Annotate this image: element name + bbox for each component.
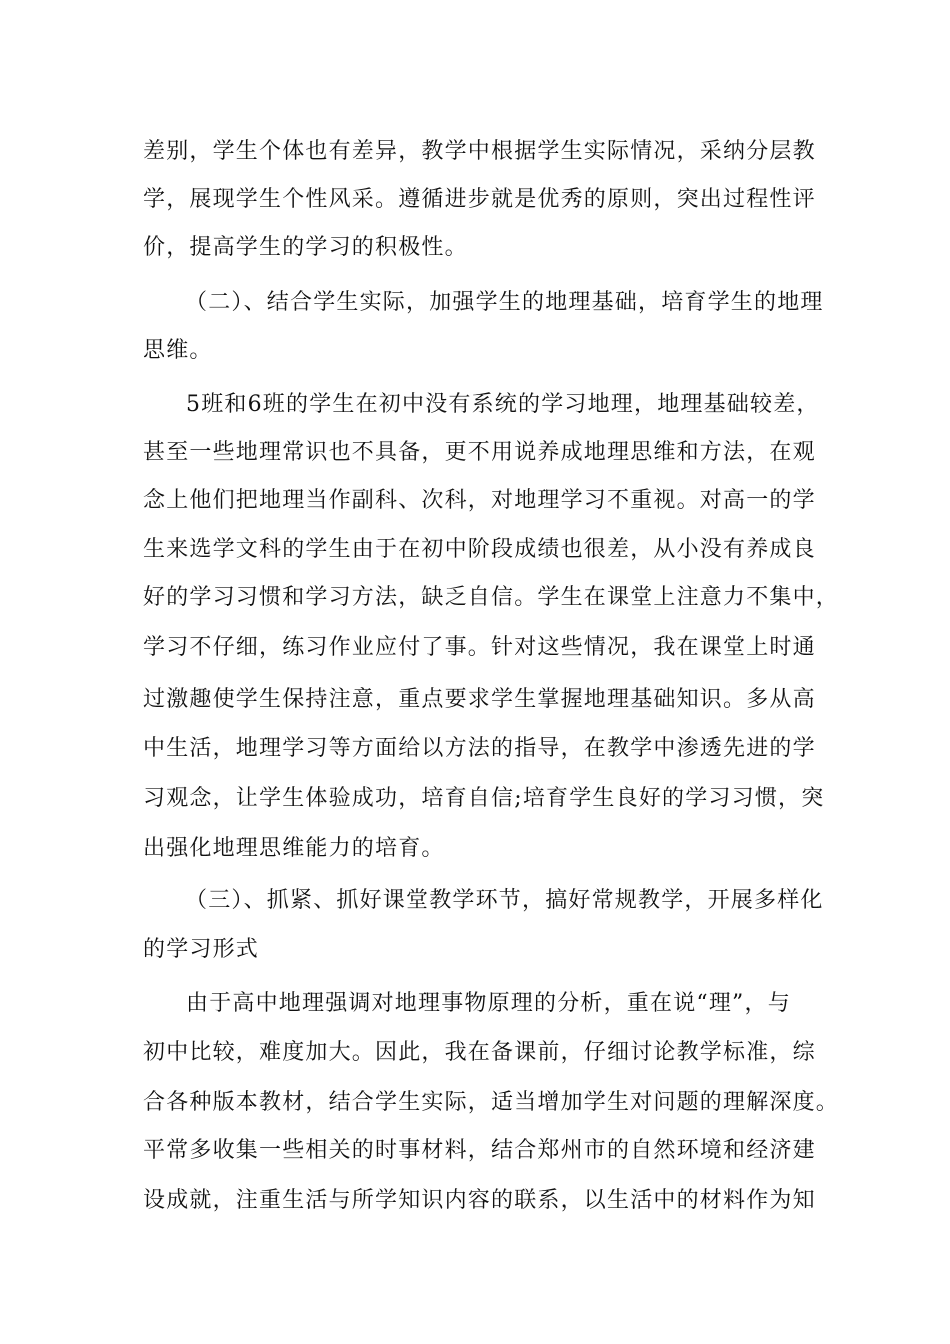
text-line: 学，展现学生个性风采。遵循进步就是优秀的原则，突出过程性评 (143, 187, 816, 212)
text-line: 学习不仔细，练习作业应付了事。针对这些情况，我在课堂上时通 (143, 635, 816, 660)
text-line: 出强化地理思维能力的培育。 (143, 836, 445, 861)
text-line: 好的学习习惯和学习方法，缺乏自信。学生在课堂上注意力不集中， (143, 585, 840, 610)
text-line: 初中比较，难度加大。因此，我在备课前，仔细讨论教学标准，综 (143, 1040, 816, 1065)
section-heading-3: （三）、抓紧、抓好课堂教学环节，搞好常规教学，开展多样化 (185, 888, 824, 913)
text-line: 平常多收集一些相关的时事材料，结合郑州市的自然环境和经济建 (143, 1138, 816, 1163)
text-line: 合各种版本教材，结合学生实际，适当增加学生对问题的理解深度。 (143, 1090, 840, 1115)
text-line: 思维。 (143, 338, 213, 363)
text-line: 设成就，注重生活与所学知识内容的联系，以生活中的材料作为知 (143, 1188, 816, 1213)
text-line: 念上他们把地理当作副科、次科，对地理学习不重视。对高一的学 (143, 488, 816, 513)
text-line: 生来选学文科的学生由于在初中阶段成绩也很差，从小没有养成良 (143, 537, 816, 562)
text-line: 的学习形式 (143, 937, 260, 962)
text-line: 价，提高学生的学习的积极性。 (143, 235, 468, 260)
text-line: 过激趣使学生保持注意，重点要求学生掌握地理基础知识。多从高 (143, 687, 816, 712)
text-line: 差别，学生个体也有差异，教学中根据学生实际情况，采纳分层教 (143, 139, 816, 164)
paragraph-start: 5班和6班的学生在初中没有系统的学习地理，地理基础较差， (186, 392, 820, 417)
section-heading-2: （二）、结合学生实际，加强学生的地理基础，培育学生的地理 (185, 290, 824, 315)
text-line: 习观念，让学生体验成功，培育自信;培育学生良好的学习习惯，突 (143, 786, 825, 811)
text-line: 中生活，地理学习等方面给以方法的指导，在教学中渗透先进的学 (143, 736, 816, 761)
text-line: 甚至一些地理常识也不具备，更不用说养成地理思维和方法，在观 (143, 440, 816, 465)
paragraph-start: 由于高中地理强调对地理事物原理的分析，重在说“理”，与 (186, 991, 791, 1016)
